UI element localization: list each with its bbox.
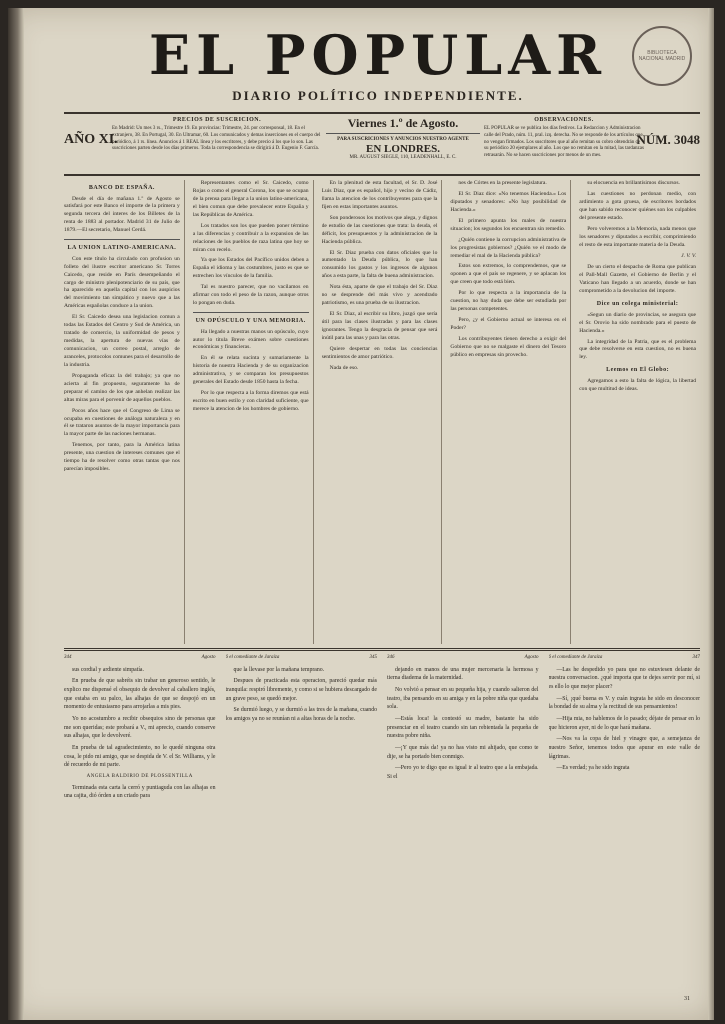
observations-box	[484, 116, 644, 160]
paragraph: Los tratados son los que pueden poner término a las diferencias y contribuir a la expansion de las relaciones de los pueblos de raza latina que hoy se miran con recelo.	[192, 222, 309, 253]
paragraph: En él se relata sucinta y sumariamente la historia de nuestra Hacienda y de su organizacion administrativa, y se comparan los presupuestos generales del Estado desde 1850 hasta la fecha.	[192, 355, 309, 386]
article-heading: UN OPÚSCULO Y UNA MEMORIA.	[195, 318, 306, 325]
newspaper-page	[8, 8, 714, 1020]
paragraph: Pero, ¿y el Gobierno actual se interesa en el Poder?	[450, 317, 567, 331]
london-line: EN LONDRES.	[366, 143, 440, 155]
paragraph: ¿Quién contiene la corrupcion administrativa de los progresistas gobiernos? ¿Quién ve el modo de remediar el mal de la Hacienda pública?	[450, 236, 567, 259]
agency-line: PARA SUSCRICIONES Y ANUNCIOS NUESTRO AGENTE	[337, 137, 469, 142]
paragraph: Tenemos, por tanto, para la América latina presente, una cuestion de intereses comunes que el tiempo ha de resolver como otras tantas que nos parecían imposibles.	[64, 442, 180, 473]
subscription-heading: PRECIOS DE SUSCRICION.	[172, 117, 262, 123]
paragraph: Despues de practicada esta operacion, pareció quedar más tranquila: respiró libremente, y como si se hubiera descargado de un grave peso, se quedó mejor.	[225, 678, 377, 702]
folletin-header	[387, 654, 539, 662]
article-heading: Leemos en El Globo:	[606, 367, 670, 374]
paragraph: En prueba de tal agradecimiento, no le quedé ninguna otra cosa, le pido mi amigo, que se despida de V. el Sr. Williams, y le dé recuerdo de mi parte.	[64, 745, 216, 769]
paragraph: En prueba de que sabréis sin trabar un generoso sentido, le explico me dispensé el obsequio de devolver al caballero inglés, que estaba en su palco, las alhajas de que se despojó en un momento de entusiasmo para arrojarlas a mis pies.	[64, 678, 216, 711]
paragraph: su elocuencia en brillantísimos discursos.	[587, 180, 680, 186]
paragraph: El Sr. Diaz prueba con datos oficiales que lo aumentado la Deuda pública, lo que han consumido los gastos y los ingresos de algunos años a esta parte, la falta de buena administracion.	[321, 249, 438, 280]
paragraph: Los contribuyentes tienen derecho a exigir del Gobierno que no se malgaste el dinero del Tesoro público en empresas sin provecho.	[450, 335, 567, 358]
folletin-column-2	[226, 654, 378, 1004]
folletin-page-number: 346	[387, 655, 395, 660]
paragraph: nes de Córtes en la presente legislatura.	[458, 180, 547, 186]
paragraph: Con este título ha circulado con profusion un folleto del ilustre escritor americano Sr. Torres Caicedo, que reside en París desempeñando el cargo de ministro plenipotenciario de su país, que ha aparecido en aquella capital con los auspicios del movimiento tan simpático y nuevo que a las Américas españolas conduce a la union.	[64, 255, 180, 310]
paragraph: Propaganda eficaz la del trabajo; ya que no acierta al fin propuesto, seguramente ha de preparar el camino de los que anhelan realizar las altas miras para el porvenir de aquellos pueblos.	[64, 372, 180, 403]
paragraph: Tal es nuestro parecer, que no vacilamos en afirmar con todo el peso de la razon, aunque otros lo pongan en duda.	[192, 284, 309, 307]
issue-date: Viernes 1.º de Agosto.	[326, 116, 480, 134]
folletin-header	[226, 654, 378, 662]
paragraph: Nota ésta, aparte de que el trabajo del Sr. Diaz no se desprende del más vivo y acendrado patriotismo, es una prueba de su ilustracion.	[321, 284, 438, 307]
article-heading: LA UNION LATINO-AMERICANA.	[67, 245, 177, 252]
divider	[193, 312, 309, 313]
paragraph: Las cuestiones no perdonan medio, con ardimiento a gota gruesa, de escritores bordados que han sabido reconocer quiénes son los culpables del presente estado.	[579, 190, 696, 221]
paragraph: Pocos años hace que el Congreso de Lima se ocupaba en cuestiones de análoga naturaleza y en él se trataron asuntos de la mayor importancia para la mayor parte de las naciones hermanas.	[64, 407, 180, 438]
article-columns	[64, 180, 700, 644]
column-3	[322, 180, 443, 644]
folletin-header	[64, 654, 216, 662]
folletin-running-title: Agosto	[524, 655, 539, 660]
folletin-section	[64, 654, 700, 1004]
paragraph: Son ponderosos los motivos que alega, y dignos de estudio de las cuestiones que trata: la deuda, el déficit, los presupuestos y la administracion de la Hacienda pública.	[321, 214, 438, 245]
paragraph: No volvió a pensar en su pequeña hija, y cuando salieron del teatro, iba pensando en su amiga y en la pobre niña que quedaba sola.	[387, 686, 539, 711]
bank-notice: Desde el día de mañana 1.º de Agosto se satisfará por este Banco el importe de la primera y segunda tercera del interes de los Billetes de la renta de 1883 al portador. Madrid 31 de Julio de 1879.—El secretario, Manuel Cerdá.	[64, 195, 180, 234]
paragraph: —¡Y que más da! ya no has visto mi ahijado, que como te dije, se ha portado bien conmigo.	[387, 745, 539, 760]
paragraph: —Sí, ¡qué buena es V. y cuán ingrata he sido en desconocer la bondad de su alma y la rectitud de sus pensamientos!	[548, 695, 700, 711]
paragraph: —Estás loca! la contestó su madre, bastante ha sido presenciar en el teatro cuando sin tan rebientada la pequeña de nuestra pobre niña.	[387, 715, 539, 740]
paragraph: Ha llegado a nuestras manos un opúsculo, cuyo autor lo titula Breve exámen sobre cuestiones económicas y financieras.	[192, 328, 309, 351]
column-5	[579, 180, 700, 644]
year-label: AÑO XI.	[64, 132, 118, 147]
paragraph: que la llevase por la mañana temprano.	[233, 666, 325, 673]
column-4	[450, 180, 571, 644]
folletin-column-3	[387, 654, 539, 1004]
paragraph: —Pero yo te digo que es igual ir al teatro que a la embajada. Si el	[387, 765, 539, 781]
folletin-page-number: 345	[369, 655, 377, 660]
paragraph: La integridad de la Patria, que es el problema que debe resolverse en esta cuestion, no es buena ley.	[579, 338, 696, 361]
quote: «Segun un diario de provincias, se asegura que el Sr. Orovio ha sido nombrado para el puesto de Hacienda.»	[579, 311, 696, 334]
page-number: 31	[684, 996, 690, 1002]
folletin-divider	[64, 648, 700, 651]
folletin-running-title: 6 el comediante de Jaraíza	[225, 655, 280, 660]
paragraph: Se durmió luego, y se durmió a las tres de la mañana, cuando los amigos ya no se reunían ni a altas horas de la noche.	[225, 707, 377, 722]
paragraph: Pero volveremos a la Memoria, nada menos que los senadores y diputados a escribir, comprimiendo el resto de esta importante materia de la Deuda.	[579, 225, 696, 248]
paragraph: Terminada esta carta la cerró y puntiaguda con las alhajas en una cajita, dió órden a un criado para	[64, 784, 216, 800]
paragraph: —Es verdad; ya he sido ingrata	[556, 765, 630, 772]
folletin-page-number: 344	[64, 655, 72, 660]
paragraph: De un cierto el despacho de Roma que publican el Pall-Mall Gazette, el Gobierno de Berlin y el Vaticano han llegado a un acuerdo, donde se han comprometido a la devolucion del importe.	[579, 264, 696, 295]
paragraph: Agregamos a esto la falta de lógica, la libertad con que multitud de ideas.	[579, 377, 696, 392]
subscription-text: En Madrid: Un mes 3 rs., Trimestre 19. En provincias: Trimestre, 24. por corresponsal, 18. En el extranjero, 38. En Portugal, 30. En Ultramar, 60. Los comunicados y demas inserciones en el cuerpo del periódico, á 1 rs. línea. Anuncios á 1 REAL línea y los escritores, y debe precio á los que lo son. Las suscriciones parten desde los días primeros. Toda la correspondencia se dirigirá á D. Eugenio F. García.	[112, 126, 321, 152]
folletin-column-1	[64, 654, 216, 1004]
subscription-box	[112, 116, 322, 153]
paragraph: En la plenitud de esta facultad, el Sr. D. José Luis Diaz, que es español, hijo y vecino de Cádiz, llama la atencion de los contribuyentes para que la fijen en estas importantes asuntos.	[321, 180, 438, 210]
paragraph: Por lo que respecta a la forma diremos que está escrito en buen estilo y con claridad suficiente, que merece la atencion de los hombres de gobierno.	[192, 390, 309, 413]
paragraph: Nada de eso.	[329, 364, 359, 371]
paragraph: El primero apunta los males de nuestra situacion; los segundos los encuentran sin remedio.	[450, 217, 567, 232]
paragraph: El Sr. Caicedo desea una legislacion comun a todas las Estados del Centro y Sud de América, un tratado de comercio, la uniformidad de pesos y medidas, la apertura de nuevas vías de comunicacion, un correo postal, arreglo de aranceles, protocolos comunes para el desarrollo de la industria.	[64, 314, 180, 368]
paragraph: —Las he despedido yo para que no estuviesen delante de nuestra conversacion. ¿qué importa que te dejes servir por mí, si es ello lo que mejor placer?	[548, 666, 700, 690]
issue-number: NÚM. 3048	[636, 132, 700, 147]
article-heading: Dice un colega ministerial:	[596, 301, 679, 308]
paragraph: Estos son extremos, lo comprendemos, que se oponen a que el país se regenere, y se aplacan los que creen que todo está bien.	[450, 263, 567, 286]
paragraph: sus cordial y ardiente simpatía.	[72, 666, 144, 673]
library-stamp: BIBLIOTECA NACIONAL MADRID	[632, 26, 692, 86]
column-1	[64, 180, 185, 644]
paragraph: dejando en manos de una mujer mercenaria la hermosa y tierna diadema de la maternidad.	[387, 666, 539, 682]
paragraph: Yo no acostumbro a recibir obsequios sino de personas que me son queridas; este probará a V., mi aprecio, cuando conserve sus alhajas, que le devolveré.	[64, 715, 216, 740]
page-edge	[708, 8, 714, 1020]
masthead	[58, 23, 698, 104]
folletin-page-number: 347	[692, 655, 700, 660]
signature: J. V. V.	[681, 252, 696, 259]
info-band	[64, 112, 700, 176]
newspaper-subtitle: DIARIO POLÍTICO INDEPENDIENTE.	[232, 88, 524, 103]
folletin-running-title: Agosto	[201, 655, 216, 660]
folletin-running-title: 6 el comediante de Jaraíza	[548, 655, 603, 660]
folletin-column-4	[549, 654, 701, 1004]
observations-heading: OBSERVACIONES.	[534, 117, 594, 123]
agent-line: MR. AUGUST SIEGLE, 110, LEADENHALL, E. C.	[349, 155, 457, 160]
paragraph: Por lo que respecta a la importancia de la cuestion, no hay duda que debe ser estudiada por las personas competentes.	[450, 290, 567, 313]
paragraph: Quiere despertar en todas las conciencias sentimientos de amor patriótico.	[321, 345, 438, 360]
folletin-header	[549, 654, 701, 662]
observations-text: EL POPULAR se ve publica los días festivos. La Redaccion y Administracion calle del Prado, núm. 11, pral. izq. derecha. No se responde de los artículos que no vengan firmados. Los suscritores que al año remitan su cobro obtendrán de su periódico 20 ejemplares al año. Los que no remitan en la mitad, las tardanzas retrasarán. No se hacen suscriciones por menos de un mes.	[484, 126, 644, 159]
column-2	[193, 180, 314, 644]
paragraph: —Nos va la copa de hiel y vinagre que, a semejanza de nuestro Señor, tenemos todos que apurar en este valle de lágrimas.	[548, 736, 700, 760]
paragraph: Representantes como el Sr. Caicedo, como Rojas o como el general Corona, los que se ocupan de la prensa para llegar a la union latino-americana, el bien comun que debe prevalecer entre España y las Repúblicas de América.	[192, 180, 309, 218]
divider	[64, 239, 180, 240]
paragraph: El Sr. Diaz, al escribir su libro, juzgó que sería útil para las clases ilustradas y para las clases ignorantes. Tengo la desgracia de pensar que será inútil para las unas y para las otras.	[321, 311, 438, 341]
paragraph: —Hija mia, no hablemos de lo pasado; déjate de pensar en lo que hicieron ayer, ni de lo que hará mañana.	[548, 715, 700, 731]
date-box	[326, 116, 480, 160]
letter-author: ANGELA BALDIRIO DE PLOSSENTILLA	[86, 774, 193, 780]
paragraph: El Sr. Diaz dice: «No tenemos Hacienda.» Los diputados y senadores: «No hay posibilidad de Hacienda.»	[450, 190, 567, 213]
paragraph: Ya que los Estados del Pacífico unidos deben a España el idioma y las costumbres, justo es que se estrechen los vínculos de la familia.	[192, 257, 309, 280]
binding-spine	[8, 8, 24, 1020]
bank-heading: BANCO DE ESPAÑA.	[88, 185, 155, 191]
newspaper-title: EL POPULAR	[148, 23, 607, 87]
